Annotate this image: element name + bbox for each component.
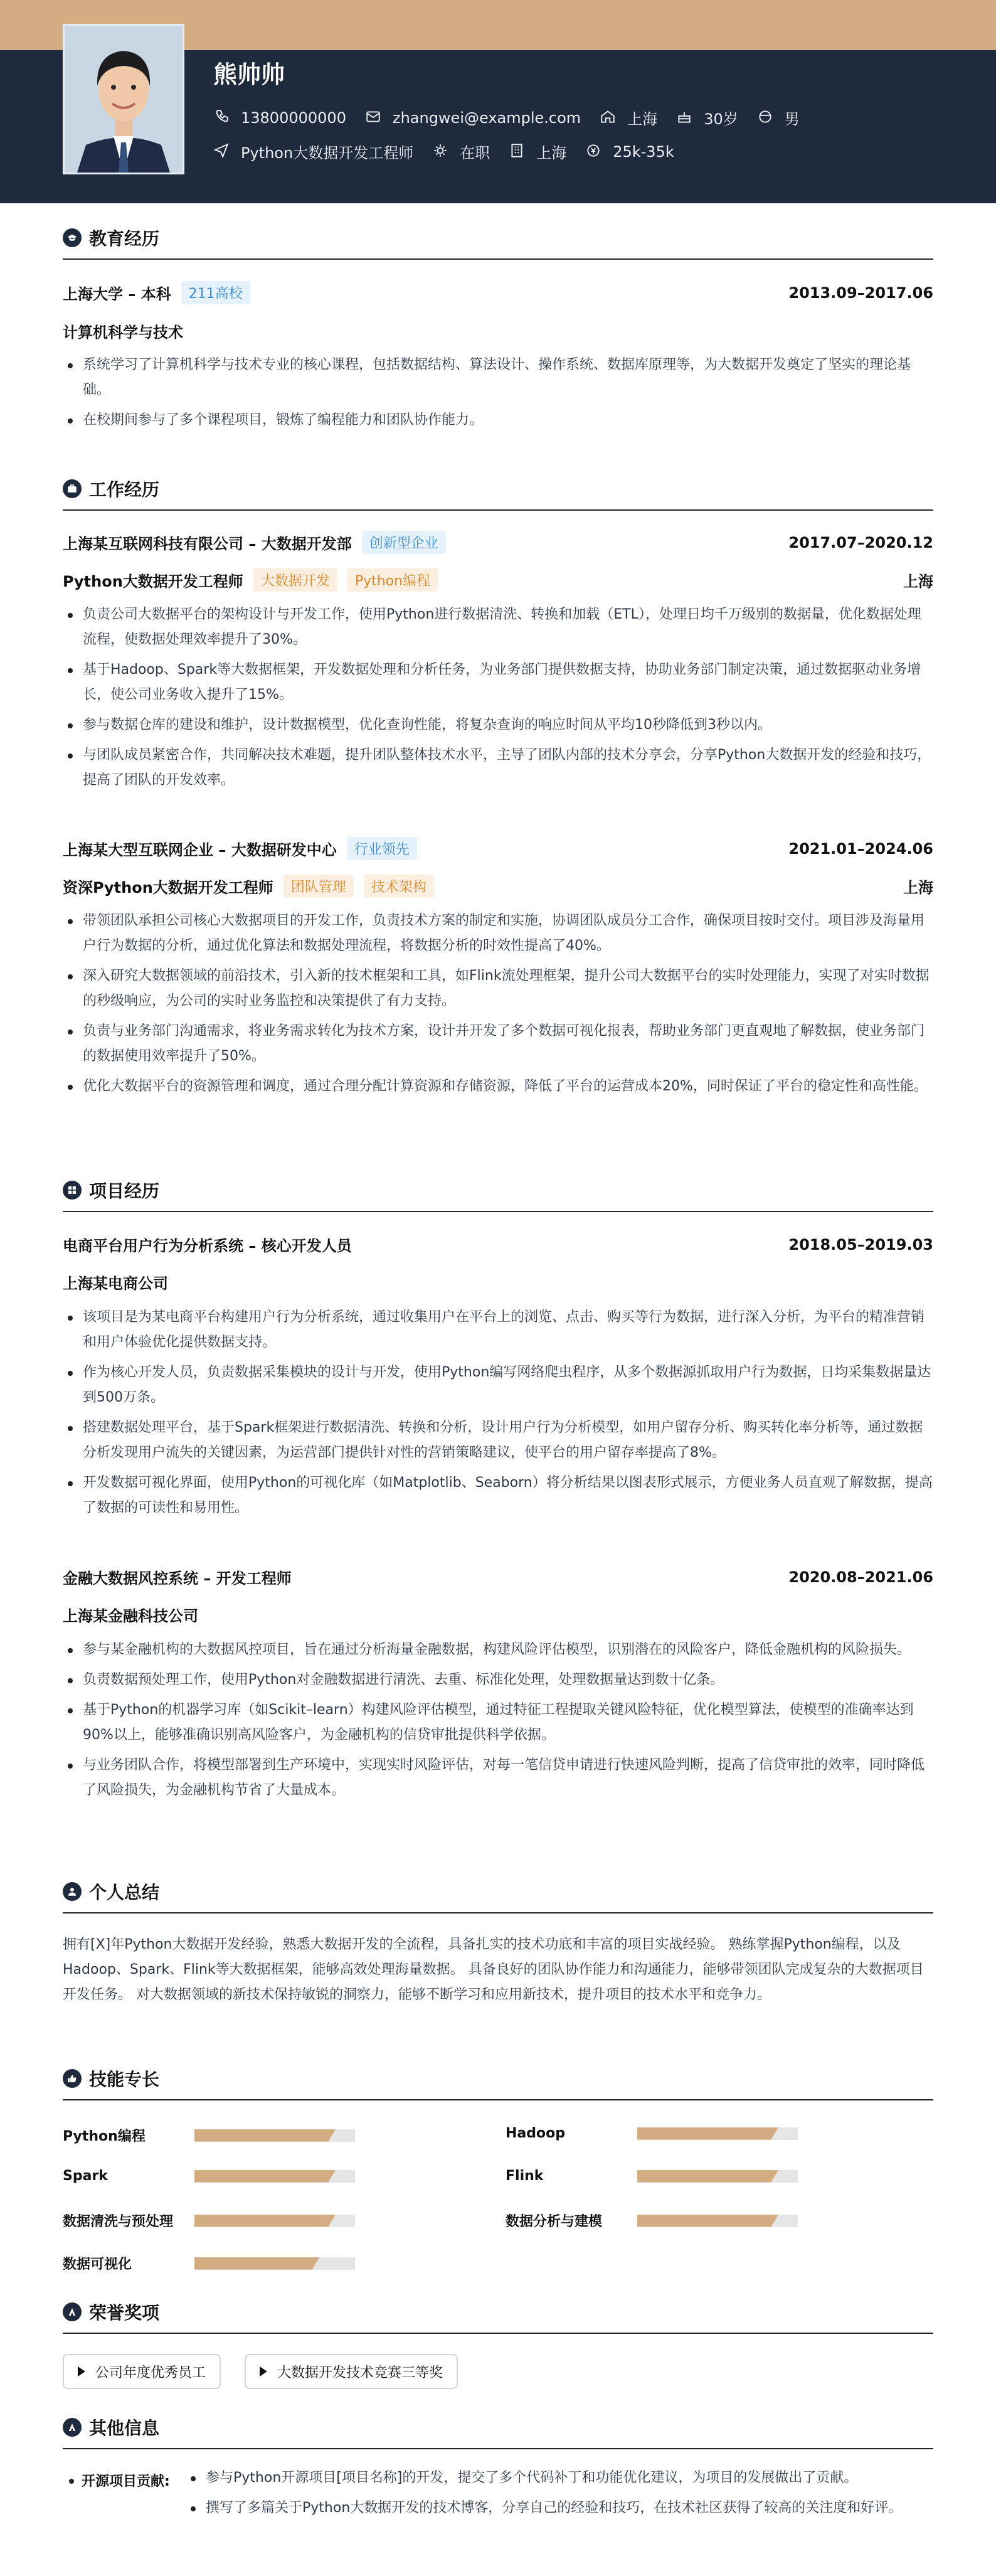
list-item: 参与数据仓库的建设和维护，设计数据模型，优化查询性能，将复杂查询的响应时间从平均10秒降低到3秒以内。 xyxy=(63,713,933,738)
work-2-bullets xyxy=(63,908,933,1104)
work-2-head: 上海某大型互联网企业 – 大数据研发中心 行业领先 2021.01–2024.06 xyxy=(63,837,933,860)
city-text: 上海 xyxy=(627,110,658,128)
skill-bar-fill xyxy=(194,2129,336,2142)
project-1-bullets xyxy=(63,1305,933,1526)
work-1-role: Python大数据开发工程师 大数据开发 Python编程 上海 xyxy=(63,568,933,592)
skill-item: 数据可视化 xyxy=(63,2254,355,2273)
play-icon xyxy=(260,2366,267,2376)
email-text: zhangwei@example.com xyxy=(392,109,581,127)
list-item: 基于Python的机器学习库（如Scikit–learn）构建风险评估模型，通过特征工程提取关键风险特征，优化模型算法，使模型的准确率达到90%以上，能够准确识别高风险客户，为金融机构的信贷审批提供科学依据。 xyxy=(63,1698,933,1748)
play-icon xyxy=(78,2366,85,2376)
section-education: 教育经历 xyxy=(63,225,933,260)
award-chip: 大数据开发技术竞赛三等奖 xyxy=(245,2354,458,2389)
info-icon xyxy=(63,2418,82,2437)
skill-item: 数据分析与建模 xyxy=(506,2211,798,2230)
phone-icon xyxy=(213,109,232,127)
send-icon xyxy=(213,142,232,161)
skill-bar xyxy=(194,2129,355,2142)
skill-bar-fill xyxy=(637,2170,778,2183)
skill-bar xyxy=(194,2170,355,2183)
job-row xyxy=(213,141,693,162)
list-item: 负责公司大数据平台的架构设计与开发工作，使用Python进行数据清洗、转换和加载（ETL），处理日均千万级别的数据量，优化数据处理流程，使数据处理效率提升了30%。 xyxy=(63,602,933,652)
list-item: 开发数据可视化界面，使用Python的可视化库（如Matplotlib、Seaborn）将分析结果以图表形式展示，方便业务人员直观了解数据，提高了数据的可读性和易用性。 xyxy=(63,1471,933,1521)
skill-bar-fill xyxy=(194,2257,320,2270)
project-2-head: 金融大数据风控系统 – 开发工程师 2020.08–2021.06 xyxy=(63,1568,933,1587)
status-text: 在职 xyxy=(460,144,490,162)
list-item: 负责数据预处理工作，使用Python对金融数据进行清洗、去重、标准化处理，处理数据量达到数十亿条。 xyxy=(63,1668,933,1693)
graduation-cap-icon xyxy=(63,228,82,247)
work-city-text: 上海 xyxy=(536,144,567,162)
gender-icon xyxy=(757,109,776,127)
gender-text: 男 xyxy=(784,110,800,128)
skill-item: Hadoop xyxy=(506,2126,798,2141)
section-work: 工作经历 xyxy=(63,476,933,511)
other-bullets xyxy=(186,2466,933,2526)
list-item: 搭建数据处理平台，基于Spark框架进行数据清洗、转换和分析，设计用户行为分析模型，如用户留存分析、购买转化率分析等，通过数据分析发现用户流失的关键因素，为运营部门提供针对性的营销策略建议，使平台的用户留存率提高了8%。 xyxy=(63,1415,933,1466)
building-icon xyxy=(509,142,527,161)
section-skills: 技能专长 xyxy=(63,2065,933,2100)
section-projects: 项目经历 xyxy=(63,1177,933,1212)
other-label: 开源项目贡献: xyxy=(82,2471,170,2490)
skill-bar xyxy=(637,2215,798,2227)
education-head xyxy=(63,281,933,304)
grid-icon xyxy=(63,1181,82,1200)
skill-bar xyxy=(637,2170,798,2183)
list-item: 基于Hadoop、Spark等大数据框架，开发数据处理和分析任务，为业务部门提供数据支持，协助业务部门制定决策，通过数据驱动业务增长，使公司业务收入提升了15%。 xyxy=(63,657,933,708)
award-icon xyxy=(63,2302,82,2321)
candidate-name: 熊帅帅 xyxy=(213,61,285,88)
briefcase-icon xyxy=(63,479,82,498)
skill-bar xyxy=(194,2215,355,2227)
work-1-head: 上海某互联网科技有限公司 – 大数据开发部 创新型企业 2017.07–2020.12 xyxy=(63,531,933,554)
project-1-company: 上海某电商公司 xyxy=(63,1275,168,1292)
skill-item: Flink xyxy=(506,2168,798,2184)
summary-text: 拥有[X]年Python大数据开发经验，熟悉大数据开发的全流程，具备扎实的技术功底和丰富的项目实战经验。 熟练掌握Python编程，以及Hadoop、Spark、Flink等大数据框架，能够高效处理海量数据。 具备良好的团队协作能力和沟通能力，能够带领团队完成复杂的大数据项目开发任务。 对大数据领域的新技术保持敏锐的洞察力，能够不断学习和应用新技术，提升项目的技术水平和竞争力。 xyxy=(63,1937,924,2003)
contact-row xyxy=(213,107,819,129)
list-item: 系统学习了计算机科学与技术专业的核心课程，包括数据结构、算法设计、操作系统、数据库原理等，为大数据开发奠定了坚实的理论基础。 xyxy=(63,353,933,403)
money-icon xyxy=(585,142,604,161)
salary-text: 25k-35k xyxy=(613,142,674,161)
section-summary: 个人总结 xyxy=(63,1878,933,1913)
work-2-role: 资深Python大数据开发工程师 团队管理 技术架构 上海 xyxy=(63,875,933,898)
section-awards: 荣誉奖项 xyxy=(63,2299,933,2334)
list-item: 参与Python开源项目[项目名称]的开发，提交了多个代码补丁和功能优化建议，为项目的发展做出了贡献。 xyxy=(186,2466,933,2491)
award-chip: 公司年度优秀员工 xyxy=(63,2354,221,2389)
job-text: Python大数据开发工程师 xyxy=(241,144,414,162)
project-2-company: 上海某金融科技公司 xyxy=(63,1607,198,1625)
skill-item: Python编程 xyxy=(63,2126,355,2145)
list-item: 在校期间参与了多个课程项目，锻炼了编程能力和团队协作能力。 xyxy=(63,408,933,433)
skill-item: 数据清洗与预处理 xyxy=(63,2211,355,2230)
list-item: 与团队成员紧密合作，共同解决技术难题，提升团队整体技术水平，主导了团队内部的技术分享会，分享Python大数据开发的经验和技巧，提高了团队的开发效率。 xyxy=(63,743,933,793)
thumbs-up-icon xyxy=(63,2069,82,2088)
education-date: 2013.09–2017.06 xyxy=(788,284,933,302)
major: 计算机科学与技术 xyxy=(63,324,183,341)
list-item: 带领团队承担公司核心大数据项目的开发工作，负责技术方案的制定和实施，协调团队成员分工合作，确保项目按时交付。项目涉及海量用户行为数据的分析，通过优化算法和数据处理流程，将数据分析的时效性提高了40%。 xyxy=(63,908,933,959)
list-item: 深入研究大数据领域的前沿技术，引入新的技术框架和工具，如Flink流处理框架，提升公司大数据平台的实时处理能力，实现了对实时数据的秒级响应，为公司的实时业务监控和决策提供了有力支持。 xyxy=(63,964,933,1014)
skill-bar-fill xyxy=(194,2170,336,2183)
avatar xyxy=(63,24,184,174)
phone-text: 13800000000 xyxy=(241,109,346,127)
skill-bar xyxy=(194,2257,355,2270)
list-item: 负责与业务部门沟通需求，将业务需求转化为技术方案，设计并开发了多个数据可视化报表，帮助业务部门更直观地了解数据，使业务部门的数据使用效率提升了50%。 xyxy=(63,1019,933,1069)
list-item: 该项目是为某电商平台构建用户行为分析系统，通过收集用户在平台上的浏览、点击、购买等行为数据，进行深入分析，为平台的精准营销和用户体验优化提供数据支持。 xyxy=(63,1305,933,1355)
project-2-bullets xyxy=(63,1637,933,1808)
list-item: 优化大数据平台的资源管理和调度，通过合理分配计算资源和存储资源，降低了平台的运营成本20%，同时保证了平台的稳定性和高性能。 xyxy=(63,1074,933,1099)
skill-bar-fill xyxy=(637,2127,778,2140)
list-item: 与业务团队合作，将模型部署到生产环境中，实现实时风险评估，对每一笔信贷申请进行快速风险判断，提高了信贷审批的效率，同时降低了风险损失，为金融机构节省了大量成本。 xyxy=(63,1753,933,1803)
mail-icon xyxy=(365,109,384,127)
list-item: 作为核心开发人员，负责数据采集模块的设计与开发，使用Python编写网络爬虫程序，从多个数据源抓取用户行为数据，日均采集数据量达到500万条。 xyxy=(63,1360,933,1410)
skill-bar-fill xyxy=(637,2215,778,2227)
project-1-head: 电商平台用户行为分析系统 – 核心开发人员 2018.05–2019.03 xyxy=(63,1235,933,1255)
work-1-bullets xyxy=(63,602,933,798)
cake-icon xyxy=(676,109,695,127)
school-tag: 211高校 xyxy=(181,281,250,304)
school-name: 上海大学 – 本科 xyxy=(63,285,171,303)
skill-bar xyxy=(637,2127,798,2140)
skill-item: Spark xyxy=(63,2168,355,2184)
section-other: 其他信息 xyxy=(63,2414,933,2449)
education-bullets xyxy=(63,353,933,438)
user-icon xyxy=(63,1882,82,1901)
age-text: 30岁 xyxy=(704,110,738,128)
list-item: 参与某金融机构的大数据风控项目，旨在通过分析海量金融数据，构建风险评估模型，识别潜在的风险客户，降低金融机构的风险损失。 xyxy=(63,1637,933,1663)
list-item: 撰写了多篇关于Python大数据开发的技术博客，分享自己的经验和技巧，在技术社区获得了较高的关注度和好评。 xyxy=(186,2496,933,2521)
home-icon xyxy=(600,109,618,127)
skill-bar-fill xyxy=(194,2215,336,2227)
gear-icon xyxy=(432,142,451,161)
